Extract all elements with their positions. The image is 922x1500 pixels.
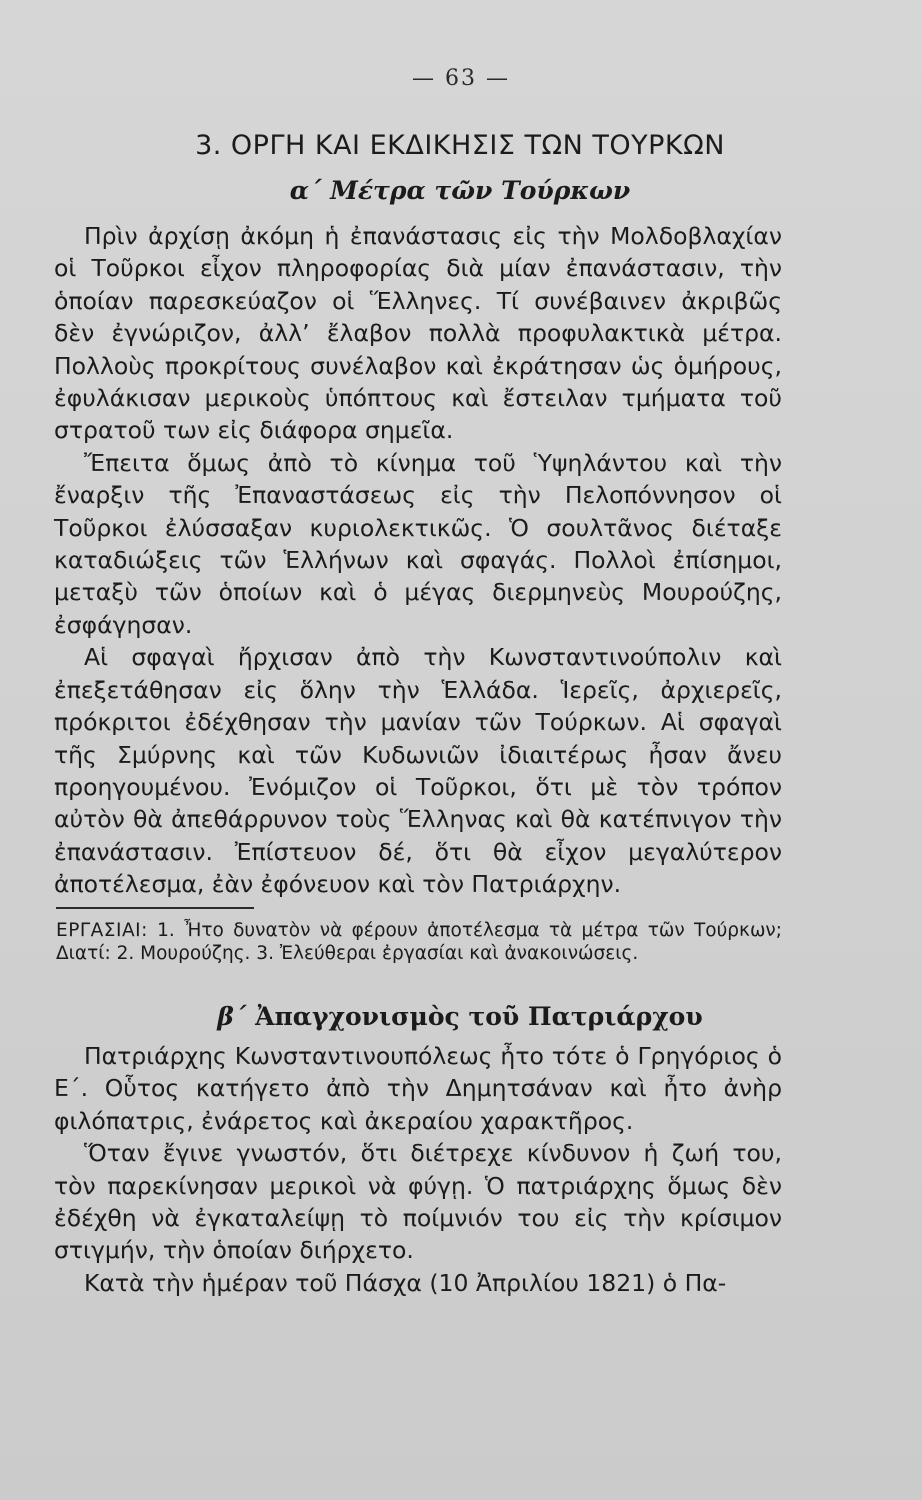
section-b-body — [54, 1040, 782, 1299]
paragraph: Πατριάρχης Κωνσταντινουπόλεως ἦτο τότε ὁ Γρηγόριος ὁ Ε΄. Οὗτος κατήγετο ἀπὸ τὴν Δημητσάναν καὶ ἦτο ἀνὴρ φιλόπατρις, ἐνάρετος καὶ ἀκεραίου χαρακτῆρος. — [54, 1042, 782, 1135]
chapter-title: 3. ΟΡΓΗ ΚΑΙ ΕΚΔΙΚΗΣΙΣ ΤΩΝ ΤΟΥΡΚΩΝ — [195, 130, 725, 161]
page-number: — 63 — — [412, 66, 510, 91]
footnote-divider — [56, 907, 254, 909]
paragraph: Αἱ σφαγαὶ ἤρχισαν ἀπὸ τὴν Κωνσταντινούπολιν καὶ ἐπεξετάθησαν εἰς ὅλην τὴν Ἑλλάδα. Ἱερεῖς, ἀρχιερεῖς, πρόκριτοι ἐδέχθησαν τὴν μανίαν τῶν Τούρκων. Αἱ σφαγαὶ τῆς Σμύρνης καὶ τῶν Κυδωνιῶν ἰδιαιτέρως ἦσαν ἄνευ προηγουμένου. Ἐνόμιζον οἱ Τοῦρκοι, ὅτι μὲ τὸν τρόπον αὐτὸν θὰ ἀπεθάρρυνον τοὺς Ἕλληνας καὶ θὰ κατέπνιγον τὴν ἐπανάστασιν. Ἐπίστευον δέ, ὅτι θὰ εἶχον μεγαλύτερον ἀποτέλεσμα, ἐὰν ἐφόνευον καὶ τὸν Πατριάρχην. — [54, 643, 782, 899]
section-b-title: Ἀπαγχονισμὸς τοῦ Πατριάρχου — [255, 1002, 703, 1031]
section-a-heading: α΄ Μέτρα τῶν Τούρκων — [289, 176, 631, 205]
paragraph: Ὅταν ἔγινε γνωστόν, ὅτι διέτρεχε κίνδυνον ἡ ζωή του, τὸν παρεκίνησαν μερικοὶ νὰ φύγῃ. Ὁ πατριάρχης ὅμως δὲν ἐδέχθη νὰ ἐγκαταλείψῃ τὸ ποίμνιόν του εἰς τὴν κρίσιμον στιγμήν, τὴν ὁποίαν διήρχετο. — [54, 1139, 782, 1265]
exercises-label: ΕΡΓΑΣΙΑΙ: — [56, 920, 148, 941]
section-a-body — [54, 220, 782, 901]
paragraph: Ἔπειτα ὅμως ἀπὸ τὸ κίνημα τοῦ Ὑψηλάντου καὶ τὴν ἔναρξιν τῆς Ἐπαναστάσεως εἰς τὴν Πελοπόννησον οἱ Τοῦρκοι ἐλύσσαξαν κυριολεκτικῶς. Ὁ σουλτᾶνος διέταξε καταδιώξεις τῶν Ἑλλήνων καὶ σφαγάς. Πολλοὶ ἐπίσημοι, μεταξὺ τῶν ὁποίων καὶ ὁ μέγας διερμηνεὺς Μουρούζης, ἐσφάγησαν. — [54, 448, 782, 639]
section-b-letter: β΄ — [217, 1002, 247, 1031]
section-b-heading — [60, 1002, 860, 1031]
paragraph: Κατὰ τὴν ἡμέραν τοῦ Πάσχα (10 Ἀπριλίου 1821) ὁ Πα- — [84, 1268, 727, 1297]
exercises-note — [56, 920, 782, 965]
exercises-text: 1. Ἦτο δυνατὸν νὰ φέρουν ἀποτέλεσμα τὰ μέτρα τῶν Τούρκων; Διατί: 2. Μουρούζης. 3. Ἐλεύθεραι ἐργασίαι καὶ ἀνακοινώσεις. — [56, 920, 782, 964]
paragraph: Πρὶν ἀρχίσῃ ἀκόμη ἡ ἐπανάστασις εἰς τὴν Μολδοβλαχίαν οἱ Τοῦρκοι εἶχον πληροφορίας διὰ μίαν ἐπανάστασιν, τὴν ὁποίαν παρεσκεύαζον οἱ Ἕλληνες. Τί συνέβαινεν ἀκριβῶς δὲν ἐγνώριζον, ἀλλ’ ἔλαβον πολλὰ προφυλακτικὰ μέτρα. Πολλοὺς προκρίτους συνέλαβον καὶ ἐκράτησαν ὡς ὁμήρους, ἐφυλάκισαν μερικοὺς ὑπόπτους καὶ ἔστειλαν τμήματα τοῦ στρατοῦ των εἰς διάφορα σημεῖα. — [54, 222, 782, 445]
